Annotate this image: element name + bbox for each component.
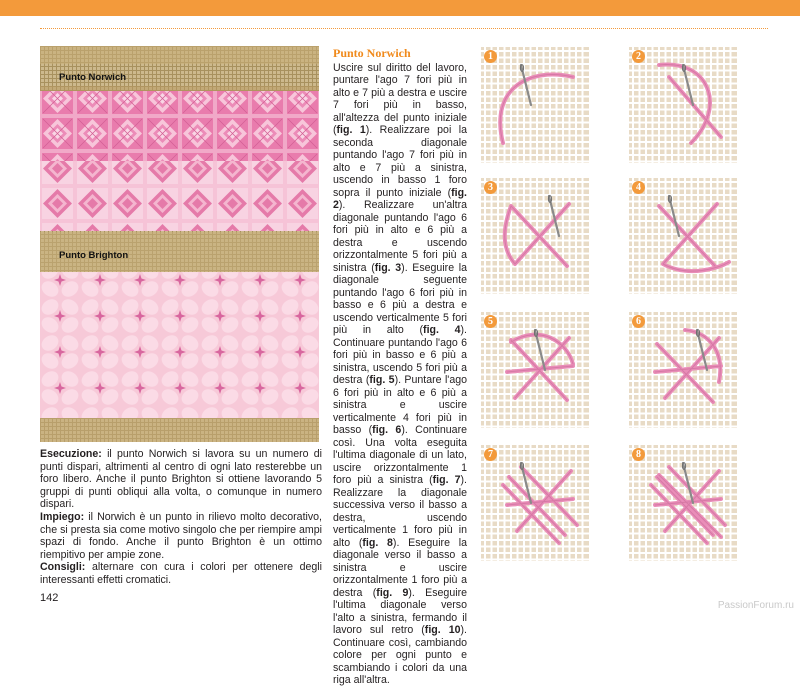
instructions-column	[333, 47, 467, 687]
label-punto-brighton: Punto Brighton	[59, 250, 129, 261]
figure-diagram	[481, 178, 589, 294]
impiego-paragraph	[40, 511, 322, 561]
esecuzione-paragraph	[40, 448, 322, 511]
header-dotted-rule	[40, 28, 768, 29]
instruction-text: ). Realizzare la diagonale successiva verso il basso a destra, uscendo verticalmente 1 foro più in alto (	[333, 474, 467, 549]
instruction-text: ). Continuare così. Una volta eseguita l'ultima diagonale di un lato, uscire orizzontalmente 1 foro più a sinistra (	[333, 424, 467, 486]
figure-reference: fig. 2	[333, 186, 467, 211]
figure-number-badge: 2	[632, 50, 645, 63]
figure-3	[481, 178, 589, 294]
figure-reference: fig. 5	[369, 374, 395, 386]
figure-number-badge: 1	[484, 50, 497, 63]
figure-number-badge: 3	[484, 181, 497, 194]
instruction-text: ). Eseguire l'ultima diagonale verso l'alto a sinistra, fermando il lavoro sul retro (	[333, 586, 467, 636]
figure-1	[481, 47, 589, 163]
impiego-label: Impiego:	[40, 510, 85, 523]
figure-reference: fig. 4	[423, 324, 461, 336]
figure-diagram	[481, 445, 589, 561]
label-punto-norwich: Punto Norwich	[59, 72, 127, 83]
esecuzione-label: Esecuzione:	[40, 448, 102, 460]
figure-reference: fig. 10	[424, 624, 461, 636]
instructions-title: Punto Norwich	[333, 46, 411, 60]
impiego-text: il Norwich è un punto in rilievo molto decorativo, che si presta sia come motivo singolo che per riempire ampi spazi di fondo. Anche il punto Brighton è un ottimo riempitivo per ampie zone.	[40, 510, 322, 561]
figure-7	[481, 445, 589, 561]
figure-6	[629, 312, 737, 428]
instruction-text: ). Continuare così, cambiando colore per ogni punto e scambiando i colori da una riga all'altra.	[333, 624, 467, 686]
figure-number-badge: 7	[484, 448, 497, 461]
figure-5	[481, 312, 589, 428]
figure-number-badge: 8	[632, 448, 645, 461]
page-number: 142	[40, 592, 59, 604]
figure-number-badge: 4	[632, 181, 645, 194]
top-accent-bar	[0, 0, 800, 16]
figure-diagram	[629, 47, 737, 163]
instruction-text: Uscire sul diritto del lavoro, puntare l'ago 7 fori più in alto e 7 più a destra e uscire 7 fori più in basso, all'altezza del punto iniziale (	[333, 61, 467, 136]
figure-reference: fig. 1	[336, 124, 366, 136]
figure-number-badge: 5	[484, 315, 497, 328]
figure-reference: fig. 9	[376, 586, 409, 599]
consigli-paragraph	[40, 561, 322, 586]
consigli-text: alternare con cura i colori per ottenere degli interessanti effetti cromatici.	[40, 561, 322, 586]
figure-reference: fig. 7	[432, 474, 461, 486]
figure-diagram	[629, 178, 737, 294]
figure-diagram	[629, 445, 737, 561]
instruction-text: ). Realizzare un'altra diagonale puntando l'ago 6 fori più in alto e 6 più a destra e uscendo orizzontalmente 5 fori più a sinistra (	[333, 199, 467, 274]
figure-diagram	[629, 312, 737, 428]
instruction-text: ). Eseguire la diagonale verso il basso a sinistra e uscire orizzontalmente 1 foro più a destra (	[333, 536, 467, 599]
instruction-text: ). Continuare puntando l'ago 6 fori più in basso e 6 più a sinistra, uscendo 5 fori più a destra (	[333, 324, 467, 386]
photo-caption	[40, 448, 322, 587]
figure-2	[629, 47, 737, 163]
figure-4	[629, 178, 737, 294]
stitch-sample-photo	[40, 46, 319, 442]
figure-diagram	[481, 47, 589, 163]
figure-8	[629, 445, 737, 561]
figure-number-badge: 6	[632, 315, 645, 328]
instructions-body	[333, 62, 467, 687]
figure-reference: fig. 8	[362, 536, 393, 549]
consigli-label: Consigli:	[40, 561, 86, 574]
figure-diagram	[481, 312, 589, 428]
esecuzione-text: il punto Norwich si lavora su un numero di punti dispari, altrimenti al centro di ogni lato resterebbe un foro libero. Anche il punto Brighton si ottiene lavorando 5 gruppi di punti obliqui alla volta, o comunque in numero dispari.	[40, 448, 322, 511]
instruction-text: ). Eseguire la diagonale seguente puntando l'ago 6 fori più in basso e 6 più a destra e uscendo verticalmente 5 fori più in alto (	[333, 261, 467, 336]
instruction-text: ). Realizzare poi la seconda diagonale puntando l'ago 7 fori più in alto e 7 più a sinistra, uscendo in basso 1 foro sopra il punto iniziale (	[333, 124, 467, 199]
watermark: PassionForum.ru	[717, 600, 794, 611]
figure-reference: fig. 6	[372, 424, 402, 436]
figure-reference: fig. 3	[374, 261, 402, 274]
instruction-text: ). Puntare l'ago 6 fori più in alto e 6 più a sinistra e uscire verticalmente 4 fori più in basso (	[333, 374, 467, 436]
